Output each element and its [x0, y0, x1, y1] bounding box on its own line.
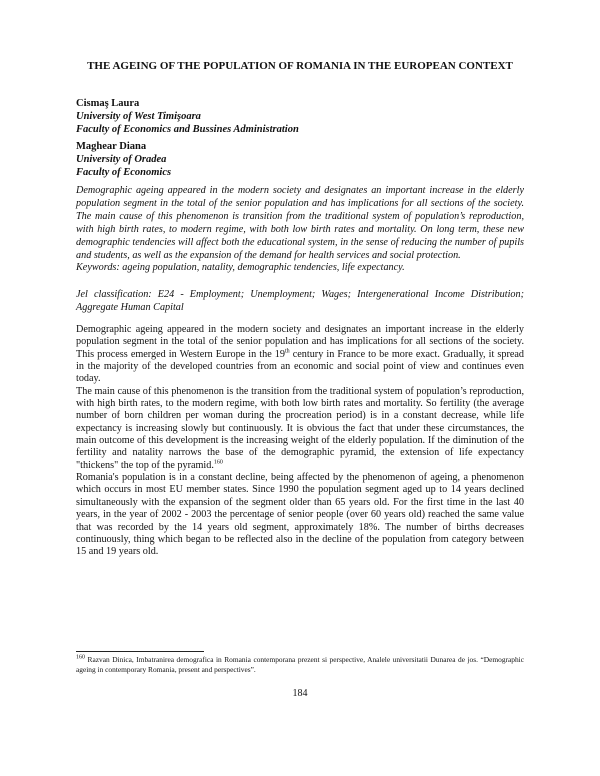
footnote-mark: 160 [76, 654, 85, 661]
paper-title: THE AGEING OF THE POPULATION OF ROMANIA IN THE EUROPEAN CONTEXT [87, 60, 513, 72]
footnote: $^{160}$ Razvan Dinica, Imbatranirea demografica in Romania contemporana prezent si perspective, Analele universitatii Dunarea de jos. “Demographic ageing in contemporary Romania, present and perspectives”. [76, 654, 524, 674]
body-text [76, 324, 524, 559]
body-paragraph: The main cause of this phenomenon is the transition from the traditional system of population’s reproduction, with high birth rates, to the modern regime, with both low birth rates and mortality. So fertility (the average number of born children per woman during the procreation period) is in a constant decrease, while life expectancy is increasing slowly but continuously. It is obvious the fact that under these circumstances, the main outcome of this development is the increasing weight of the elderly population. If the diminution of the fertility and natality narrows the base of the demographic pyramid, the extension of life expectancy "thickens" the top of the pyramid.$^{160}$ [76, 385, 524, 471]
author-block [76, 98, 516, 180]
page-number: 184 [292, 688, 308, 699]
superscript: th [285, 348, 290, 355]
keywords: Keywords: ageing population, natality, demographic tendencies, life expectancy. [76, 262, 405, 273]
author-affiliation: Faculty of Economics and Bussines Administration [76, 123, 299, 135]
author-affiliation: University of West Timişoara [76, 110, 201, 122]
author-affiliation: University of Oradea [76, 154, 167, 166]
footnote-reference[interactable]: 160 [213, 459, 223, 466]
body-paragraph: Demographic ageing appeared in the modern society and designates an important increase in the elderly population segment in the total of the senior population and has implications for all sections of the society. This process emerged in Western Europe in the 19th century in France to be more exact. Gradually, it spread in the majority of the developed countries from an economic and social point of view and continues even today. [76, 324, 524, 385]
author-affiliation: Faculty of Economics [76, 166, 172, 178]
jel-classification: Jel classification: E24 - Employment; Unemployment; Wages; Intergenerational Income Distribution; Aggregate Human Capital [76, 289, 524, 313]
author-name: Maghear Diana [76, 141, 147, 153]
author-name: Cismaş Laura [76, 98, 140, 109]
body-paragraph: Romania's population is in a constant decline, being affected by the phenomenon of ageing, a phenomenon which occurs in most EU member states. Since 1990 the population segment aged up to 14 years declined simultaneously with the expansion of the segment older than 65 years old. For the first time in the last 40 years, in the year of 2002 - 2003 the percentage of senior people (over 60 years old) reached the same value that was recorded by the 14 years old segment, approximately 18%. The number of births decreases continuously, thing which began to be reflected also in the decline of the population from category between 15 and 19 years old. [76, 472, 524, 558]
footnote-divider [76, 651, 204, 652]
abstract: Demographic ageing appeared in the modern society and designates an important increase in the elderly population segment in the total of the senior population and has implications for all sections of the society. The main cause of this phenomenon is transition from the traditional system of population’s reproduction, with high birth rates, to modern regime, with both low birth rates and mortality. On long term, these new demographic tendencies will affect both the educational system, in the sense of reducing the number of pupils and students, as well as the expansion of the demand for health services and social protection. [76, 185, 524, 261]
